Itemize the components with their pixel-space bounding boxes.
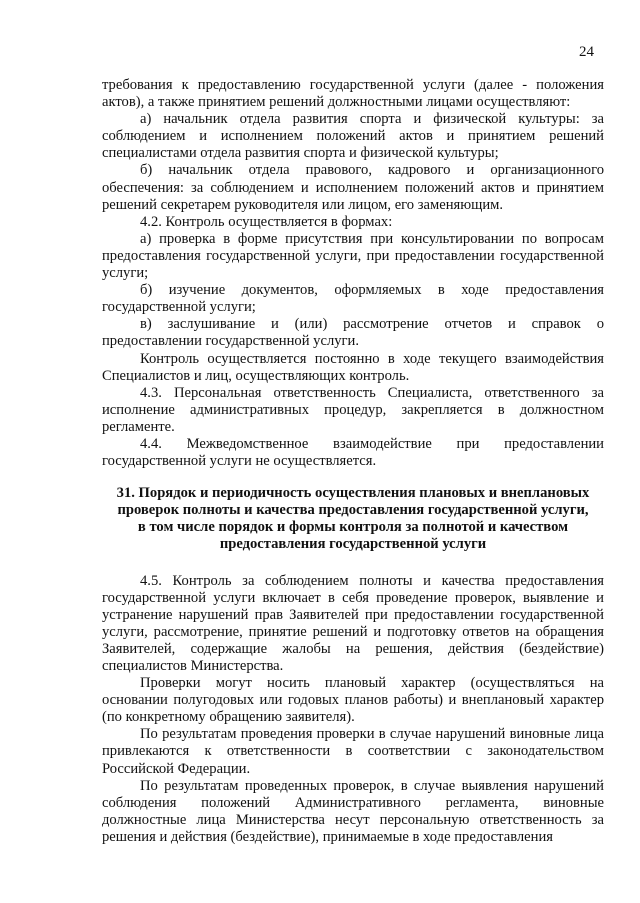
paragraph: требования к предоставлению государственной услуги (далее - положения актов), а также принятием решений должностными лицами осуществляют: (102, 77, 604, 111)
page-number: 24 (579, 44, 594, 60)
paragraph: 4.5. Контроль за соблюдением полноты и качества предоставления государственной услуги включает в себя проведение проверок, выявление и устранение нарушений прав Заявителей при предоставлении государственной услуги, рассмотрение, принятие решений и подготовку ответов на обращения Заявителей, содержащие жалобы на решения, действия (бездействие) специалистов Министерства. (102, 572, 604, 674)
paragraph: Проверки могут носить плановый характер (осуществляться на основании полугодовых или годовых планов работы) и внеплановый характер (по конкретному обращению заявителя). (102, 675, 604, 726)
paragraph: 4.4. Межведомственное взаимодействие при предоставлении государственной услуги не осуществляется. (102, 435, 604, 470)
paragraph: Контроль осуществляется постоянно в ходе текущего взаимодействия Специалистов и лиц, осуществляющих контроль. (102, 350, 604, 384)
paragraph-group-bottom (102, 573, 604, 847)
paragraph: 4.3. Персональная ответственность Специалиста, ответственного за исполнение административных процедур, закрепляется в должностном регламенте. (102, 384, 604, 435)
document-body (102, 77, 604, 846)
paragraph: По результатам проведенных проверок, в случае выявления нарушений соблюдения положений Административного регламента, виновные должностные лица Министерства несут персональную ответственность за решения и действия (бездействие), принимаемые в ходе предоставления (102, 777, 604, 845)
section-heading: 31. Порядок и периодичность осуществления плановых и внеплановых проверок полноты и качества предоставления государственной услуги, в том числе порядок и формы контроля за полнотой и качеством предоставления государственной услуги (116, 485, 590, 553)
paragraph: а) проверка в форме присутствия при консультировании по вопросам предоставления государственной услуги, при предоставлении государственной услуги; (102, 230, 604, 282)
paragraph: По результатам проведения проверки в случае нарушений виновные лица привлекаются к ответственности в соответствии с законодательством Российской Федерации. (102, 726, 604, 777)
paragraph: 4.2. Контроль осуществляется в формах: (140, 213, 393, 230)
paragraph: а) начальник отдела развития спорта и физической культуры: за соблюдением и исполнением положений актов и принятием решений специалистами отдела развития спорта и физической культуры; (102, 111, 604, 162)
paragraph: в) заслушивание и (или) рассмотрение отчетов и справок о предоставлении государственной услуги. (102, 316, 604, 350)
paragraph: б) изучение документов, оформляемых в ходе предоставления государственной услуги; (102, 282, 604, 316)
paragraph-group-top (102, 77, 604, 470)
paragraph: б) начальник отдела правового, кадрового и организационного обеспечения: за соблюдением и исполнением положений актов и принятием решений секретарем руководителя или лицом, его заменяющим. (102, 162, 604, 213)
